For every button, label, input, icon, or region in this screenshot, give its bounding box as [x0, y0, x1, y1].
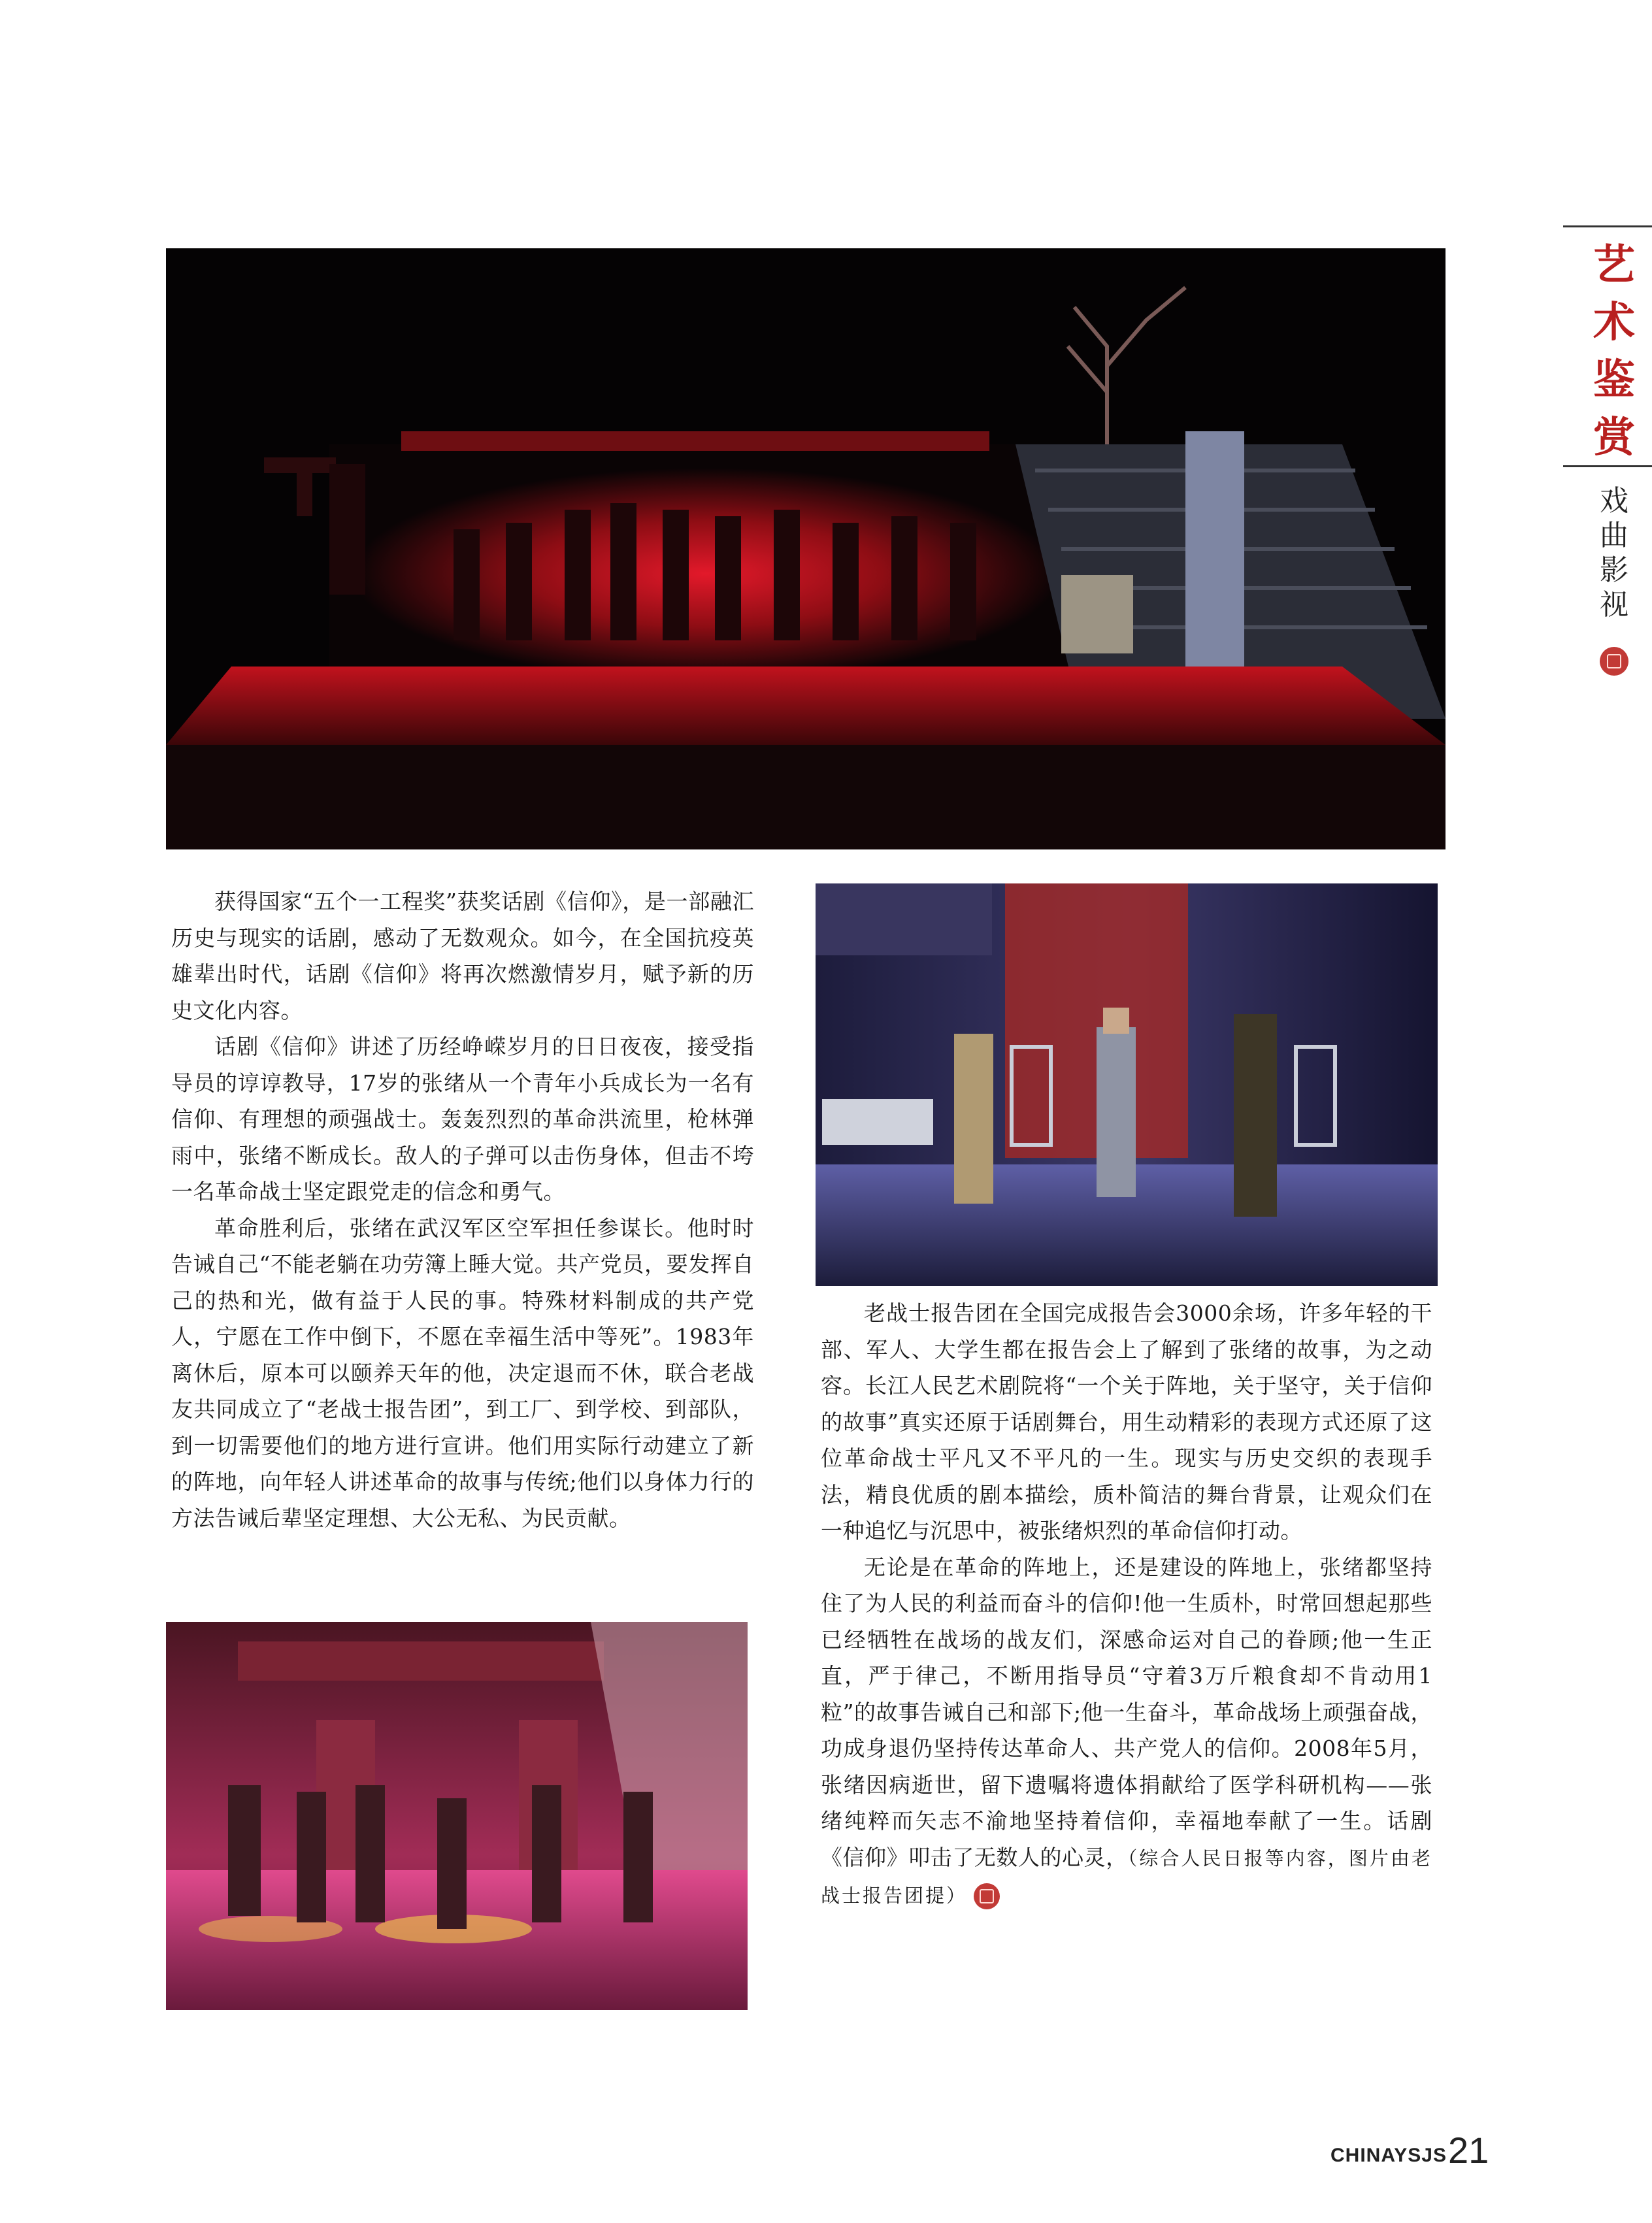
- stage-photo-bottom: [166, 1622, 748, 2010]
- paragraph-text: 无论是在革命的阵地上，还是建设的阵地上，张绪都坚持住了为人民的利益而奋斗的信仰!他一生质朴，时常回想起那些已经牺牲在战场的战友们，深感命运对自己的眷顾;他一生正直，严于律己，不断用指导员“守着3万斤粮食却不肯动用1粒”的故事告诫自己和部下;他一生奋斗，革命战场上顽强奋战，功成身退仍坚持传达革命人、共产党人的信仰。2008年5月，张绪因病逝世，留下遗嘱将遗体捐献给了医学科研机构——张绪纯粹而矢志不渝地坚持着信仰，幸福地奉献了一生。话剧《信仰》叩击了无数人的心灵，: [821, 1554, 1432, 1870]
- section-subtitle: [1594, 484, 1634, 622]
- stage-photo-middle: [816, 883, 1438, 1286]
- end-seal-icon: [974, 1883, 1000, 1909]
- paragraph: 革命胜利后，张绪在武汉军区空军担任参谋长。他时时告诫自己“不能老躺在功劳簿上睡大觉。共产党员，要发挥自己的热和光，做有益于人民的事。特殊材料制成的共产党人，宁愿在工作中倒下，不愿在幸福生活中等死”。1983年离休后，原本可以颐养天年的他，决定退而不休，联合老战友共同成立了“老战士报告团”，到工厂、到学校、到部队，到一切需要他们的地方进行宣讲。他们用实际行动建立了新的阵地，向年轻人讲述革命的故事与传统;他们以身体力行的方法告诫后辈坚定理想、大公无私、为民贡献。: [171, 1215, 754, 1531]
- section-title-char: 鉴: [1593, 355, 1635, 404]
- footer-brand: CHINAYSJS: [1330, 2145, 1447, 2166]
- section-title-char: 赏: [1593, 413, 1635, 462]
- section-tab-rule-top: [1563, 225, 1652, 227]
- paragraph: 获得国家“五个一工程奖”获奖话剧《信仰》，是一部融汇历史与现实的话剧，感动了无数观众。如今，在全国抗疫英雄辈出时代，话剧《信仰》将再次燃激情岁月，赋予新的历史文化内容。: [171, 889, 754, 1023]
- section-title-char: 术: [1593, 298, 1635, 347]
- section-sub-char: 视: [1600, 588, 1628, 621]
- paragraph: [821, 1549, 1432, 1915]
- article-column-right: [821, 1295, 1432, 1915]
- paragraph: 话剧《信仰》讲述了历经峥嵘岁月的日日夜夜，接受指导员的谆谆教导，17岁的张绪从一个青年小兵成长为一名有信仰、有理想的顽强战士。轰轰烈烈的革命洪流里，枪林弹雨中，张绪不断成长。敌人的子弹可以击伤身体，但击不垮一名革命战士坚定跟党走的信念和勇气。: [171, 1034, 754, 1204]
- section-title-char: 艺: [1593, 240, 1635, 289]
- page-number: 21: [1448, 2130, 1489, 2171]
- section-title: [1588, 237, 1640, 467]
- section-tab-rule-middle: [1563, 465, 1652, 467]
- section-sub-char: 影: [1600, 553, 1628, 587]
- section-sub-char: 曲: [1600, 519, 1628, 552]
- section-sub-char: 戏: [1600, 484, 1628, 518]
- paragraph: 老战士报告团在全国完成报告会3000余场，许多年轻的干部、军人、大学生都在报告会上了解到了张绪的故事，为之动容。长江人民艺术剧院将“一个关于阵地，关于坚守，关于信仰的故事”真实还原于话剧舞台，用生动精彩的表现方式还原了这位革命战士平凡又不平凡的一生。现实与历史交织的表现手法，精良优质的剧本描绘，质朴简洁的舞台背景，让观众们在一种追忆与沉思中，被张绪炽烈的革命信仰打动。: [821, 1300, 1432, 1543]
- photo-credit: （综合人民日报等内容，图片由老战士报告团提）: [821, 1847, 1432, 1907]
- article-column-left: [171, 883, 754, 1536]
- stage-photo-top: [166, 248, 1446, 849]
- section-seal-icon: [1600, 647, 1628, 676]
